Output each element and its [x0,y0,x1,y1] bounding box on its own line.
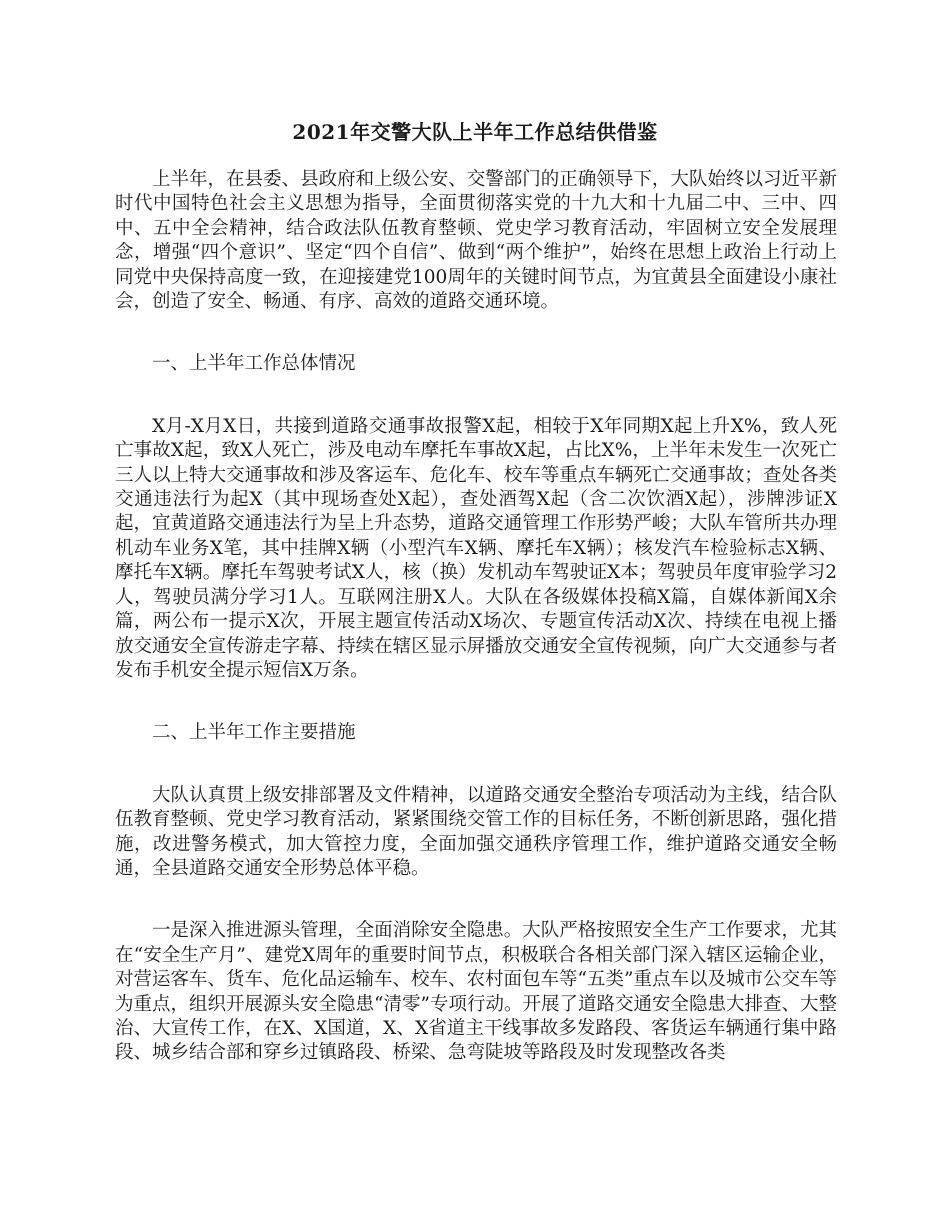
document-title: 2021年交警大队上半年工作总结供借鉴 [292,120,658,144]
intro-paragraph: 上半年，在县委、县政府和上级公安、交警部门的正确领导下，大队始终以习近平新时代中国特色社会主义思想为指导，全面贯彻落实党的十九大和十九届二中、三中、四中、五中全会精神，结合政法队伍教育整顿、党史学习教育活动，牢固树立安全发展理念，增强“四个意识”、坚定“四个自信”、做到“两个维护”，始终在思想上政治上行动上同党中央保持高度一致，在迎接建党100周年的关键时间节点，为宜黄县全面建设小康社会，创造了安全、畅通、有序、高效的道路交通环境。 [115,169,837,313]
measure-one-paragraph: 一是深入推进源头管理，全面消除安全隐患。大队严格按照安全生产工作要求，尤其在“安全生产月”、建党X周年的重要时间节点，积极联合各相关部门深入辖区运输企业，对营运客车、货车、危化品运输车、校车、农村面包车等“五类”重点车以及城市公交车等为重点，组织开展源头安全隐患“清零”专项行动。开展了道路交通安全隐患大排查、大整治、大宣传工作，在X、X国道，X、X省道主干线事故多发路段、客货运车辆通行集中路段、城乡结合部和穿乡过镇路段、桥梁、急弯陡坡等路段及时发现整改各类 [115,920,837,1064]
overview-paragraph: X月-X月X日，共接到道路交通事故报警X起，相较于X年同期X起上升X%，致人死亡事故X起，致X人死亡，涉及电动车摩托车事故X起，占比X%，上半年未发生一次死亡三人以上特大交通事故和涉及客运车、危化车、校车等重点车辆死亡交通事故；查处各类交通违法行为起X（其中现场查处X起），查处酒驾X起（含二次饮酒X起），涉牌涉证X起，宜黄道路交通违法行为呈上升态势，道路交通管理工作形势严峻；大队车管所共办理机动车业务X笔，其中挂牌X辆（小型汽车X辆、摩托车X辆）；核发汽车检验标志X辆、摩托车X辆。摩托车驾驶考试X人，核（换）发机动车驾驶证X本；驾驶员年度审验学习2人，驾驶员满分学习1人。互联网注册X人。大队在各级媒体投稿X篇，自媒体新闻X余篇，两公布一提示X次，开展主题宣传活动X场次、专题宣传活动X次、持续在电视上播放交通安全宣传游走字幕、持续在辖区显示屏播放交通安全宣传视频，向广大交通参与者发布手机安全提示短信X万条。 [115,415,837,681]
section-heading-overview: 一、上半年工作总体情况 [152,353,356,375]
section-heading-measures: 二、上半年工作主要措施 [152,722,356,744]
document-body [115,168,837,1104]
measures-intro-paragraph: 大队认真贯上级安排部署及文件精神，以道路交通安全整治专项活动为主线，结合队伍教育整顿、党史学习教育活动，紧紧围绕交管工作的目标任务，不断创新思路，强化措施，改进警务模式，加大管控力度，全面加强交通秩序管理工作，维护道路交通安全畅通，全县道路交通安全形势总体平稳。 [115,784,837,879]
